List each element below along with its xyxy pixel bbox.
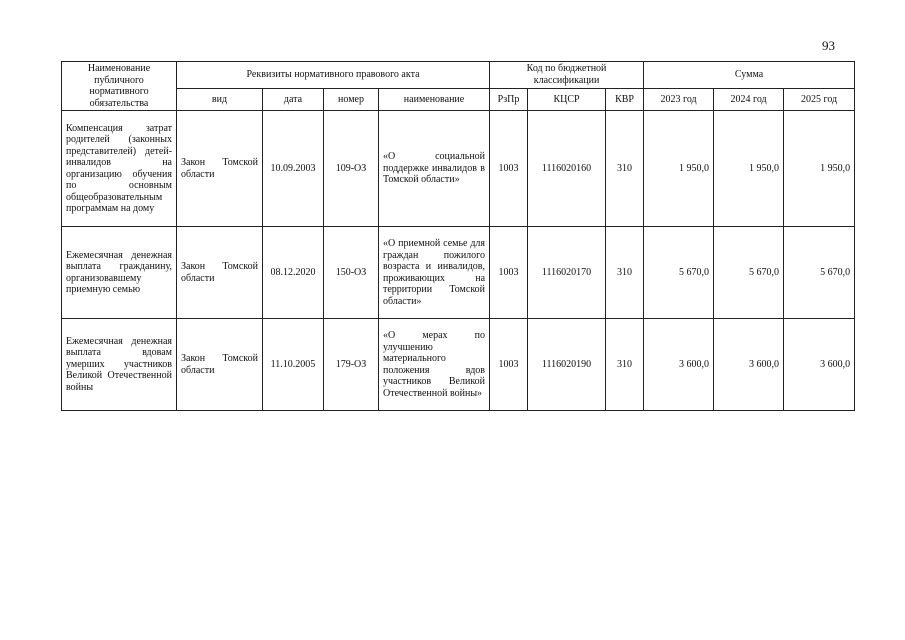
header-obligation: Наименование публичного нормативного обязательства <box>62 62 177 111</box>
header-2024: 2024 год <box>714 88 784 110</box>
header-2023: 2023 год <box>644 88 714 110</box>
header-act-group: Реквизиты нормативного правового акта <box>177 62 490 89</box>
cell-kvr: 310 <box>606 319 644 411</box>
header-rzpr: РзПр <box>490 88 528 110</box>
cell-number: 109-ОЗ <box>324 111 379 227</box>
cell-act-name: «О мерах по улучшению материального положения вдов участников Великой Отечественной войны» <box>379 319 490 411</box>
cell-sum-2025: 1 950,0 <box>784 111 855 227</box>
cell-rzpr: 1003 <box>490 227 528 319</box>
cell-obligation: Ежемесячная денежная выплата гражданину, организовавшему приемную семью <box>62 227 177 319</box>
cell-number: 179-ОЗ <box>324 319 379 411</box>
header-name: наименование <box>379 88 490 110</box>
cell-vid: Закон Томской области <box>177 319 263 411</box>
table-row <box>62 227 855 319</box>
header-sum-group: Сумма <box>644 62 855 89</box>
cell-kvr: 310 <box>606 227 644 319</box>
cell-date: 10.09.2003 <box>263 111 324 227</box>
table-row <box>62 319 855 411</box>
table-row <box>62 111 855 227</box>
cell-sum-2023: 5 670,0 <box>644 227 714 319</box>
obligations-table <box>61 61 855 411</box>
cell-sum-2025: 3 600,0 <box>784 319 855 411</box>
cell-obligation: Ежемесячная денежная выплата вдовам умерших участников Великой Отечественной войны <box>62 319 177 411</box>
cell-sum-2025: 5 670,0 <box>784 227 855 319</box>
cell-sum-2023: 3 600,0 <box>644 319 714 411</box>
cell-vid: Закон Томской области <box>177 227 263 319</box>
header-kcsr: КЦСР <box>528 88 606 110</box>
cell-kcsr: 1116020190 <box>528 319 606 411</box>
header-2025: 2025 год <box>784 88 855 110</box>
cell-kcsr: 1116020160 <box>528 111 606 227</box>
cell-sum-2024: 5 670,0 <box>714 227 784 319</box>
cell-date: 08.12.2020 <box>263 227 324 319</box>
cell-sum-2024: 3 600,0 <box>714 319 784 411</box>
header-code-group: Код по бюджетной классификации <box>490 62 644 89</box>
cell-act-name: «О приемной семье для граждан пожилого возраста и инвалидов, проживающих на территории Томской области» <box>379 227 490 319</box>
header-number: номер <box>324 88 379 110</box>
header-vid: вид <box>177 88 263 110</box>
cell-rzpr: 1003 <box>490 319 528 411</box>
cell-obligation: Компенсация затрат родителей (законных представителей) детей-инвалидов на организацию обучения по основным общеобразовательным программам на дому <box>62 111 177 227</box>
cell-vid: Закон Томской области <box>177 111 263 227</box>
cell-kvr: 310 <box>606 111 644 227</box>
header-kvr: КВР <box>606 88 644 110</box>
cell-date: 11.10.2005 <box>263 319 324 411</box>
header-date: дата <box>263 88 324 110</box>
cell-kcsr: 1116020170 <box>528 227 606 319</box>
cell-act-name: «О социальной поддержке инвалидов в Томской области» <box>379 111 490 227</box>
cell-sum-2024: 1 950,0 <box>714 111 784 227</box>
page-number: 93 <box>822 38 835 53</box>
cell-rzpr: 1003 <box>490 111 528 227</box>
cell-sum-2023: 1 950,0 <box>644 111 714 227</box>
cell-number: 150-ОЗ <box>324 227 379 319</box>
